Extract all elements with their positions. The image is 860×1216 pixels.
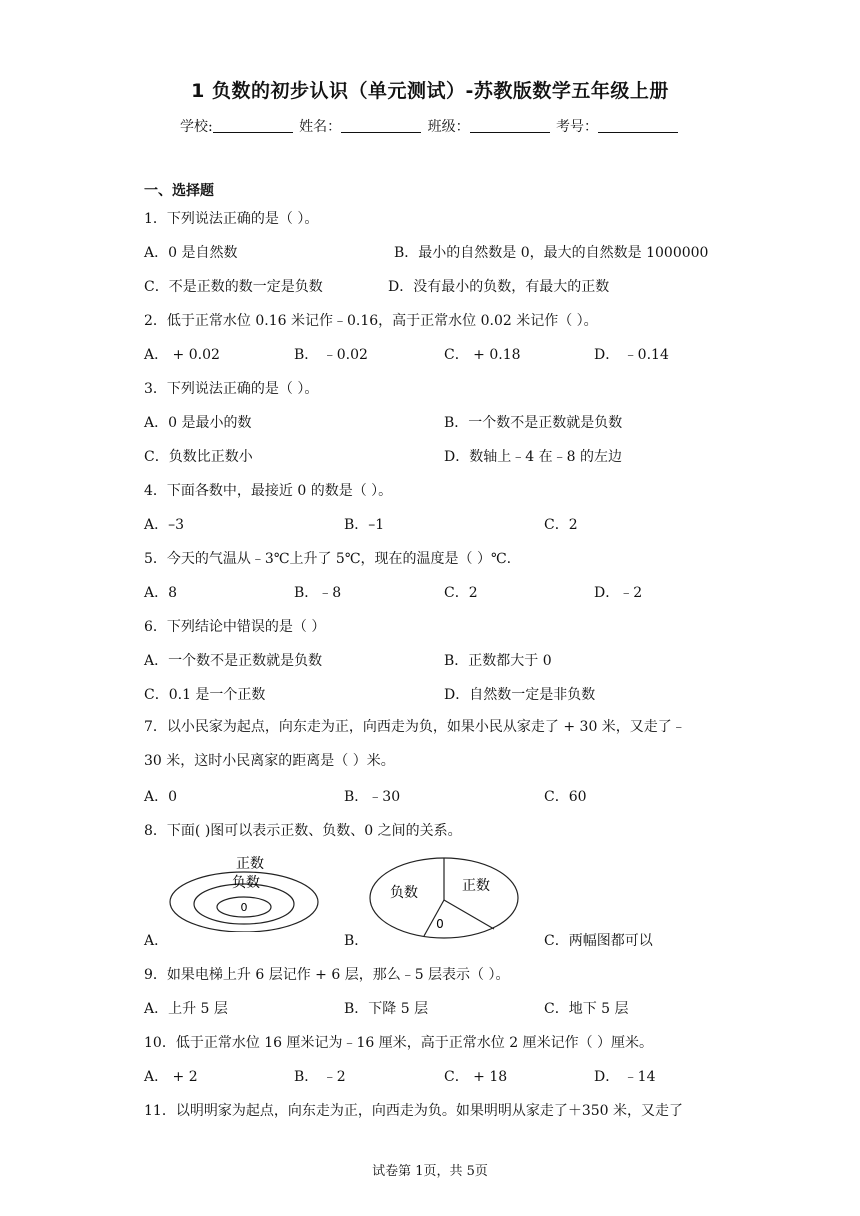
q2-option-d: D． ﹣0.14 — [594, 347, 669, 363]
exam-no-label: 考号： — [556, 119, 599, 135]
q2-stem: 2．低于正常水位 0.16 米记作﹣0.16，高于正常水位 0.02 米记作（ ）。 — [144, 313, 598, 329]
page-title: 1 负数的初步认识（单元测试）-苏教版数学五年级上册 — [191, 80, 669, 102]
q3-option-d: D．数轴上﹣4 在﹣8 的左边 — [444, 449, 622, 465]
q8-figure-b — [366, 852, 526, 942]
q10-option-a: A． + 2 — [144, 1069, 198, 1085]
name-label: 姓名： — [299, 119, 342, 135]
q7-option-b: B．﹣30 — [344, 789, 401, 805]
q6-stem: 6．下列结论中错误的是（ ） — [144, 619, 326, 635]
class-blank[interactable] — [470, 118, 550, 133]
q5-option-d: D．﹣2 — [594, 585, 643, 601]
exam-no-blank[interactable] — [598, 118, 678, 133]
q3-option-c: C．负数比正数小 — [144, 449, 253, 465]
q7-option-a: A．0 — [144, 789, 178, 805]
q8-stem: 8．下面( )图可以表示正数、负数、0 之间的关系。 — [144, 823, 462, 839]
q8-option-c: C．两幅图都可以 — [544, 933, 653, 949]
q6-option-b: B．正数都大于 0 — [444, 653, 552, 669]
q4-stem: 4．下面各数中，最接近 0 的数是（ ）。 — [144, 483, 393, 499]
q10-option-b: B． ﹣2 — [294, 1069, 346, 1085]
q1-option-b: B．最小的自然数是 0，最大的自然数是 1000000 — [394, 245, 709, 261]
q9-option-a: A．上升 5 层 — [144, 1001, 228, 1017]
fig-b-right-label: 正数 — [462, 878, 490, 894]
q5-option-b: B．﹣8 — [294, 585, 342, 601]
q7-stem-line2: 30 米，这时小民离家的距离是（ ）米。 — [144, 753, 395, 769]
school-label: 学校: — [179, 119, 213, 135]
q4-option-a: A．–3 — [144, 517, 185, 533]
q5-stem: 5．今天的气温从﹣3℃上升了 5℃，现在的温度是（ ）℃. — [144, 551, 512, 567]
student-info — [0, 116, 860, 136]
q9-stem: 9．如果电梯上升 6 层记作 + 6 层，那么﹣5 层表示（ ）。 — [144, 967, 510, 983]
q1-option-d: D．没有最小的负数，有最大的正数 — [388, 279, 610, 295]
name-blank[interactable] — [341, 118, 421, 133]
q6-option-c: C．0.1 是一个正数 — [144, 687, 266, 703]
q8-option-a: A． — [144, 933, 169, 949]
fig-a-inner-label: 0 — [240, 901, 248, 914]
q7-option-c: C．60 — [544, 789, 587, 805]
q3-option-b: B．一个数不是正数就是负数 — [444, 415, 623, 431]
fig-b-bottom-label: 0 — [436, 917, 444, 931]
page-footer: 试卷第 1页，共 5页 — [372, 1164, 488, 1179]
section-heading: 一、选择题 — [144, 183, 214, 199]
q5-option-a: A．8 — [144, 585, 178, 601]
q1-option-c: C．不是正数的数一定是负数 — [144, 279, 323, 295]
q5-option-c: C．2 — [444, 585, 478, 601]
q10-option-c: C． + 18 — [444, 1069, 508, 1085]
q2-option-a: A． + 0.02 — [144, 347, 220, 363]
q4-option-b: B．–1 — [344, 517, 385, 533]
q6-option-d: D．自然数一定是非负数 — [444, 687, 596, 703]
fig-b-divider-right — [444, 900, 494, 929]
q8-option-b: B． — [344, 933, 369, 949]
q11-stem: 11．以明明家为起点，向东走为正，向西走为负。如果明明从家走了＋350 米，又走了 — [144, 1103, 683, 1119]
q10-option-d: D． ﹣14 — [594, 1069, 656, 1085]
q10-stem: 10．低于正常水位 16 厘米记为﹣16 厘米，高于正常水位 2 厘米记作（ ）厘米。 — [144, 1035, 654, 1051]
fig-a-outer-label: 正数 — [236, 856, 264, 872]
q9-option-b: B．下降 5 层 — [344, 1001, 429, 1017]
fig-b-left-label: 负数 — [390, 885, 418, 901]
q7-stem-line1: 7．以小民家为起点，向东走为正，向西走为负，如果小民从家走了 + 30 米，又走了﹣ — [144, 719, 686, 735]
q1-stem: 1．下列说法正确的是（ ）。 — [144, 211, 319, 227]
q1-option-a: A．0 是自然数 — [144, 245, 238, 261]
q3-stem: 3．下列说法正确的是（ ）。 — [144, 381, 319, 397]
q4-option-c: C．2 — [544, 517, 578, 533]
q9-option-c: C．地下 5 层 — [544, 1001, 629, 1017]
q3-option-a: A．0 是最小的数 — [144, 415, 252, 431]
class-label: 班级： — [427, 119, 470, 135]
q2-option-b: B． ﹣0.02 — [294, 347, 368, 363]
school-blank[interactable] — [213, 118, 293, 133]
fig-a-middle-label: 负数 — [232, 875, 260, 891]
q8-figure-a — [166, 852, 326, 932]
q2-option-c: C． + 0.18 — [444, 347, 521, 363]
q6-option-a: A．一个数不是正数就是负数 — [144, 653, 323, 669]
